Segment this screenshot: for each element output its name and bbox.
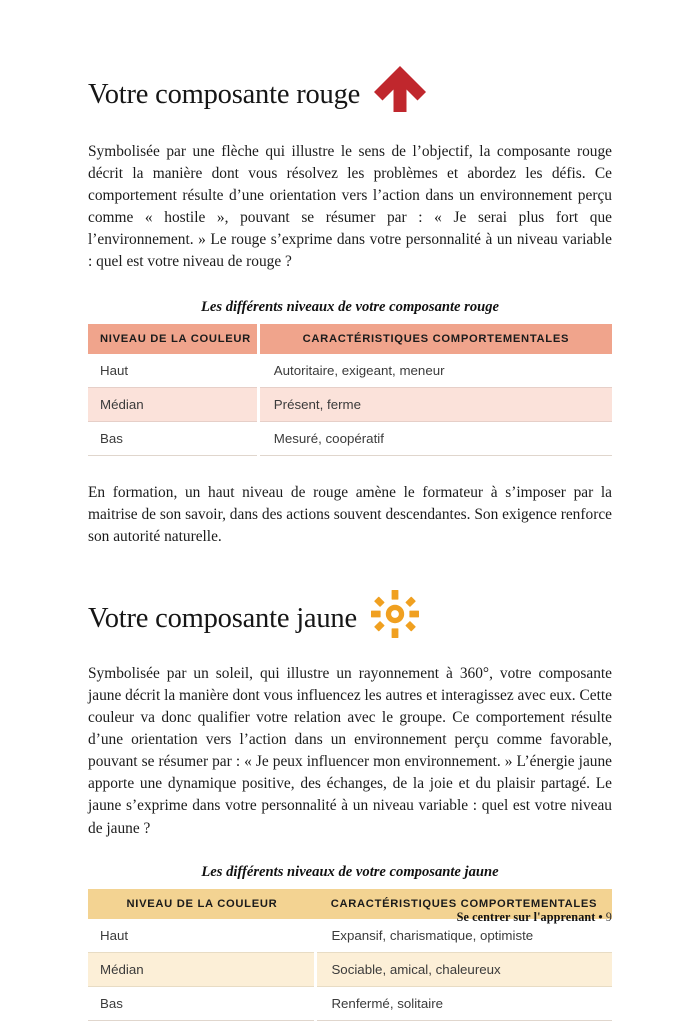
levels-table-yellow [88, 889, 612, 1021]
table-row [88, 421, 612, 455]
paragraph-red-intro: Symbolisée par une flèche qui illustre le sens de l’objectif, la composante rouge décrit la manière dont vous résolvez les problèmes et abordez les défis. Ce comportement résulte d’une orientation vers l’action dans un environnement perçu comme « hostile », pouvant se résumer par : « Je serai plus fort que l’environnement. » Le rouge s’exprime dans votre personnalité à un niveau variable : quel est votre niveau de rouge ? [88, 143, 612, 271]
table-header-cell-characteristics: CARACTÉRISTIQUES COMPORTEMENTALES [316, 889, 612, 919]
cell-characteristics: Présent, ferme [258, 387, 612, 421]
cell-characteristics: Expansif, charismatique, optimiste [316, 919, 612, 953]
footer-title: Se centrer sur l'apprenant [456, 910, 596, 924]
levels-table-red [88, 324, 612, 456]
page-number: 9 [605, 910, 612, 924]
table-caption-yellow: Les différents niveaux de votre composante jaune [201, 863, 499, 880]
cell-level: Bas [88, 986, 316, 1020]
table-row [88, 387, 612, 421]
page-title-red: Votre composante rouge [88, 79, 361, 111]
cell-characteristics: Mesuré, coopératif [258, 421, 612, 455]
cell-characteristics: Sociable, amical, chaleureux [316, 952, 612, 986]
cell-level: Haut [88, 354, 258, 388]
cell-characteristics: Autoritaire, exigeant, meneur [258, 354, 612, 388]
table-header-cell-level: NIVEAU DE LA COULEUR [88, 889, 316, 919]
paragraph-red-formation: En formation, un haut niveau de rouge amène le formateur à s’imposer par la maitrise de son savoir, dans des actions souvent descendantes. Son exigence renforce son autorité naturelle. [88, 483, 612, 545]
cell-level: Médian [88, 952, 316, 986]
cell-level: Bas [88, 421, 258, 455]
cell-level: Médian [88, 387, 258, 421]
table-block-yellow [88, 864, 612, 1021]
page-title-yellow: Votre composante jaune [88, 602, 357, 634]
footer-separator: • [598, 910, 603, 924]
table-header-cell-characteristics: CARACTÉRISTIQUES COMPORTEMENTALES [258, 324, 612, 354]
table-row [88, 354, 612, 388]
sun-icon [371, 590, 419, 643]
cell-level: Haut [88, 919, 316, 953]
page-footer [457, 910, 612, 925]
paragraph-yellow-intro: Symbolisée par un soleil, qui illustre un rayonnement à 360°, votre composante jaune décrit la manière dont vous influencez les autres et interagissez avec eux. Cette couleur va donc qualifier votre relation avec le groupe. Ce comportement résulte d’une orientation vers l’action dans un environnement perçu comme favorable, pouvant se résumer par : « Je peux influencer mon environnement. » L’énergie jaune apporte une dynamique positive, des échanges, de la joie et du plaisir partagé. Le jaune s’exprime dans votre personnalité à un niveau variable : quel est votre niveau de jaune ? [88, 664, 612, 837]
cell-characteristics: Renfermé, solitaire [316, 986, 612, 1020]
table-row [88, 952, 612, 986]
up-arrow-icon [374, 66, 426, 117]
table-row [88, 986, 612, 1020]
table-header-cell-level: NIVEAU DE LA COULEUR [88, 324, 258, 354]
table-header-row [88, 324, 612, 354]
section-heading-yellow [88, 548, 612, 647]
table-block-red [88, 299, 612, 456]
section-heading-red [88, 0, 612, 124]
table-caption-red: Les différents niveaux de votre composante rouge [200, 298, 500, 315]
